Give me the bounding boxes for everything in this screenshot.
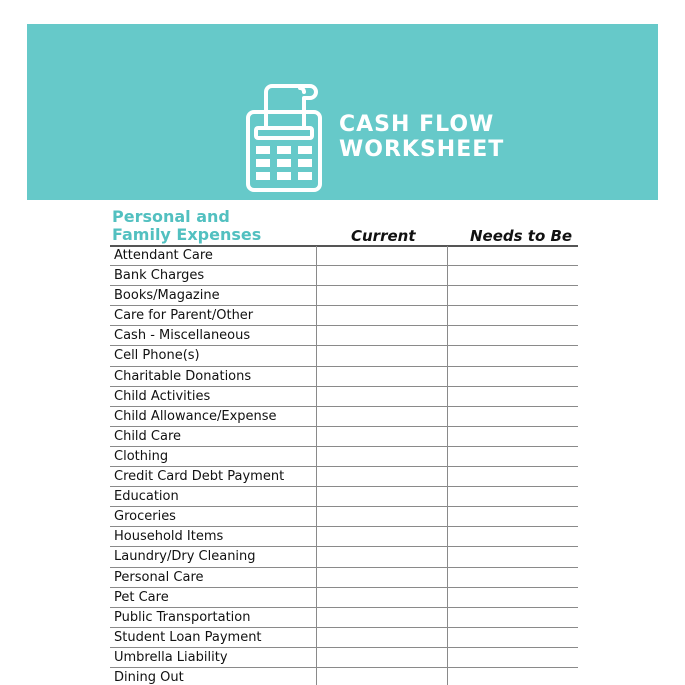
table-row	[110, 608, 578, 628]
table-row	[110, 306, 578, 326]
expense-label: Dining Out	[114, 669, 184, 685]
column-divider	[316, 246, 317, 685]
expense-label: Child Allowance/Expense	[114, 408, 277, 424]
table-row	[110, 326, 578, 346]
table-row	[110, 648, 578, 668]
expense-label: Child Care	[114, 428, 182, 444]
expense-label: Umbrella Liability	[114, 649, 228, 665]
section-heading-line-1: Personal and	[112, 207, 230, 226]
table-row	[110, 286, 578, 306]
table-row	[110, 668, 578, 685]
calculator-icon	[244, 84, 324, 194]
title-line-1: CASH FLOW	[339, 112, 495, 137]
section-heading	[112, 208, 261, 244]
title-line-2: WORKSHEET	[339, 137, 505, 162]
expense-label: Student Loan Payment	[114, 629, 262, 645]
section-heading-line-2: Family Expenses	[112, 225, 262, 244]
expense-label: Cash - Miscellaneous	[114, 328, 251, 344]
table-row	[110, 467, 578, 487]
expense-label: Clothing	[114, 448, 169, 464]
expense-label: Child Activities	[114, 388, 211, 404]
expense-label: Household Items	[114, 529, 224, 545]
table-row	[110, 527, 578, 547]
table-row	[110, 628, 578, 648]
table-row	[110, 447, 578, 467]
expense-label: Bank Charges	[114, 268, 205, 284]
expense-table	[110, 246, 578, 685]
expense-label: Charitable Donations	[114, 368, 252, 384]
expense-label: Credit Card Debt Payment	[114, 469, 285, 485]
table-row	[110, 387, 578, 407]
expense-label: Education	[114, 489, 179, 505]
expense-label: Public Transportation	[114, 609, 251, 625]
column-header-current: Current	[351, 227, 416, 245]
table-row	[110, 367, 578, 387]
expense-label: Care for Parent/Other	[114, 308, 254, 324]
table-row	[110, 547, 578, 567]
table-row	[110, 568, 578, 588]
column-header-needs-to-be: Needs to Be	[470, 227, 573, 245]
expense-label: Attendant Care	[114, 248, 213, 263]
column-divider	[447, 246, 448, 685]
expense-label: Laundry/Dry Cleaning	[114, 549, 256, 565]
expense-label: Books/Magazine	[114, 288, 220, 304]
page-title	[339, 112, 504, 162]
table-row	[110, 266, 578, 286]
expense-label: Groceries	[114, 509, 176, 525]
table-row	[110, 507, 578, 527]
expense-label: Cell Phone(s)	[114, 348, 200, 364]
table-row	[110, 346, 578, 366]
table-row	[110, 427, 578, 447]
expense-label: Pet Care	[114, 589, 169, 605]
table-row	[110, 588, 578, 608]
expense-label: Personal Care	[114, 569, 204, 585]
table-row	[110, 407, 578, 427]
table-row	[110, 487, 578, 507]
table-row	[110, 246, 578, 266]
